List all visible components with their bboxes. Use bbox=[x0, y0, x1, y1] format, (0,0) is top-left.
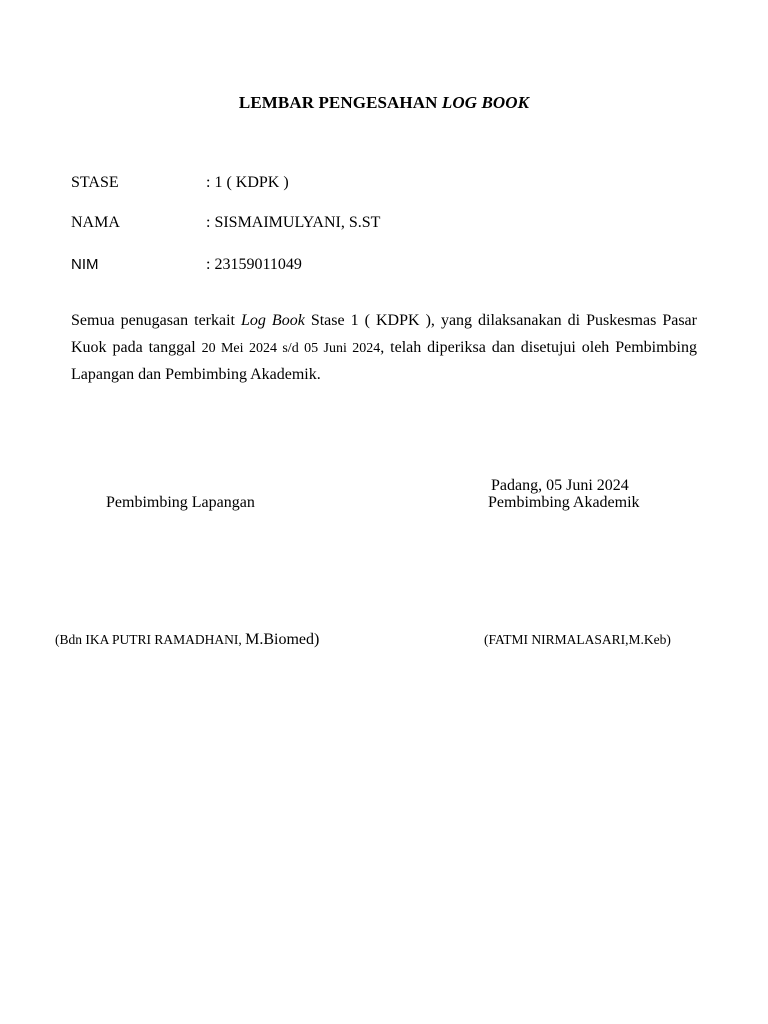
paragraph-text-3: , telah diperiksa dan disetujui oleh Pembimbing Lapangan dan Pembimbing Akademik. bbox=[71, 338, 697, 383]
field-value-stase: : 1 ( KDPK ) bbox=[206, 174, 289, 191]
signature-right-name: (FATMI NIRMALASARI,M.Keb) bbox=[484, 632, 671, 647]
paragraph-logbook-italic: Log Book bbox=[241, 312, 305, 329]
title-text: LEMBAR PENGESAHAN bbox=[238, 93, 442, 112]
field-label-stase: STASE bbox=[71, 174, 119, 191]
signature-left-role: Pembimbing Lapangan bbox=[106, 494, 255, 511]
signature-left-name-degree: M.Biomed) bbox=[245, 631, 320, 648]
field-label-nim: NIM bbox=[71, 256, 99, 273]
paragraph-text-1: Semua penugasan terkait bbox=[71, 312, 242, 329]
signature-left-name bbox=[55, 631, 319, 649]
paragraph-text-2: Stase 1 ( KDPK ), yang dilaksanakan di Puskesmas Pasar Kuok pada tanggal bbox=[71, 312, 697, 356]
paragraph-date-range: 20 Mei 2024 s/d 05 Juni 2024 bbox=[201, 340, 381, 356]
title-italic-text: LOG BOOK bbox=[441, 93, 530, 112]
signature-left-name-text: (Bdn IKA PUTRI RAMADHANI, bbox=[55, 632, 246, 647]
approval-paragraph bbox=[71, 308, 697, 389]
signature-place-date: Padang, 05 Juni 2024 bbox=[491, 477, 629, 494]
field-value-nim: : 23159011049 bbox=[206, 256, 302, 273]
field-value-nama: : SISMAIMULYANI, S.ST bbox=[206, 214, 381, 231]
document-title bbox=[0, 93, 768, 113]
field-label-nama: NAMA bbox=[71, 214, 120, 231]
signature-right-role: Pembimbing Akademik bbox=[488, 494, 640, 511]
